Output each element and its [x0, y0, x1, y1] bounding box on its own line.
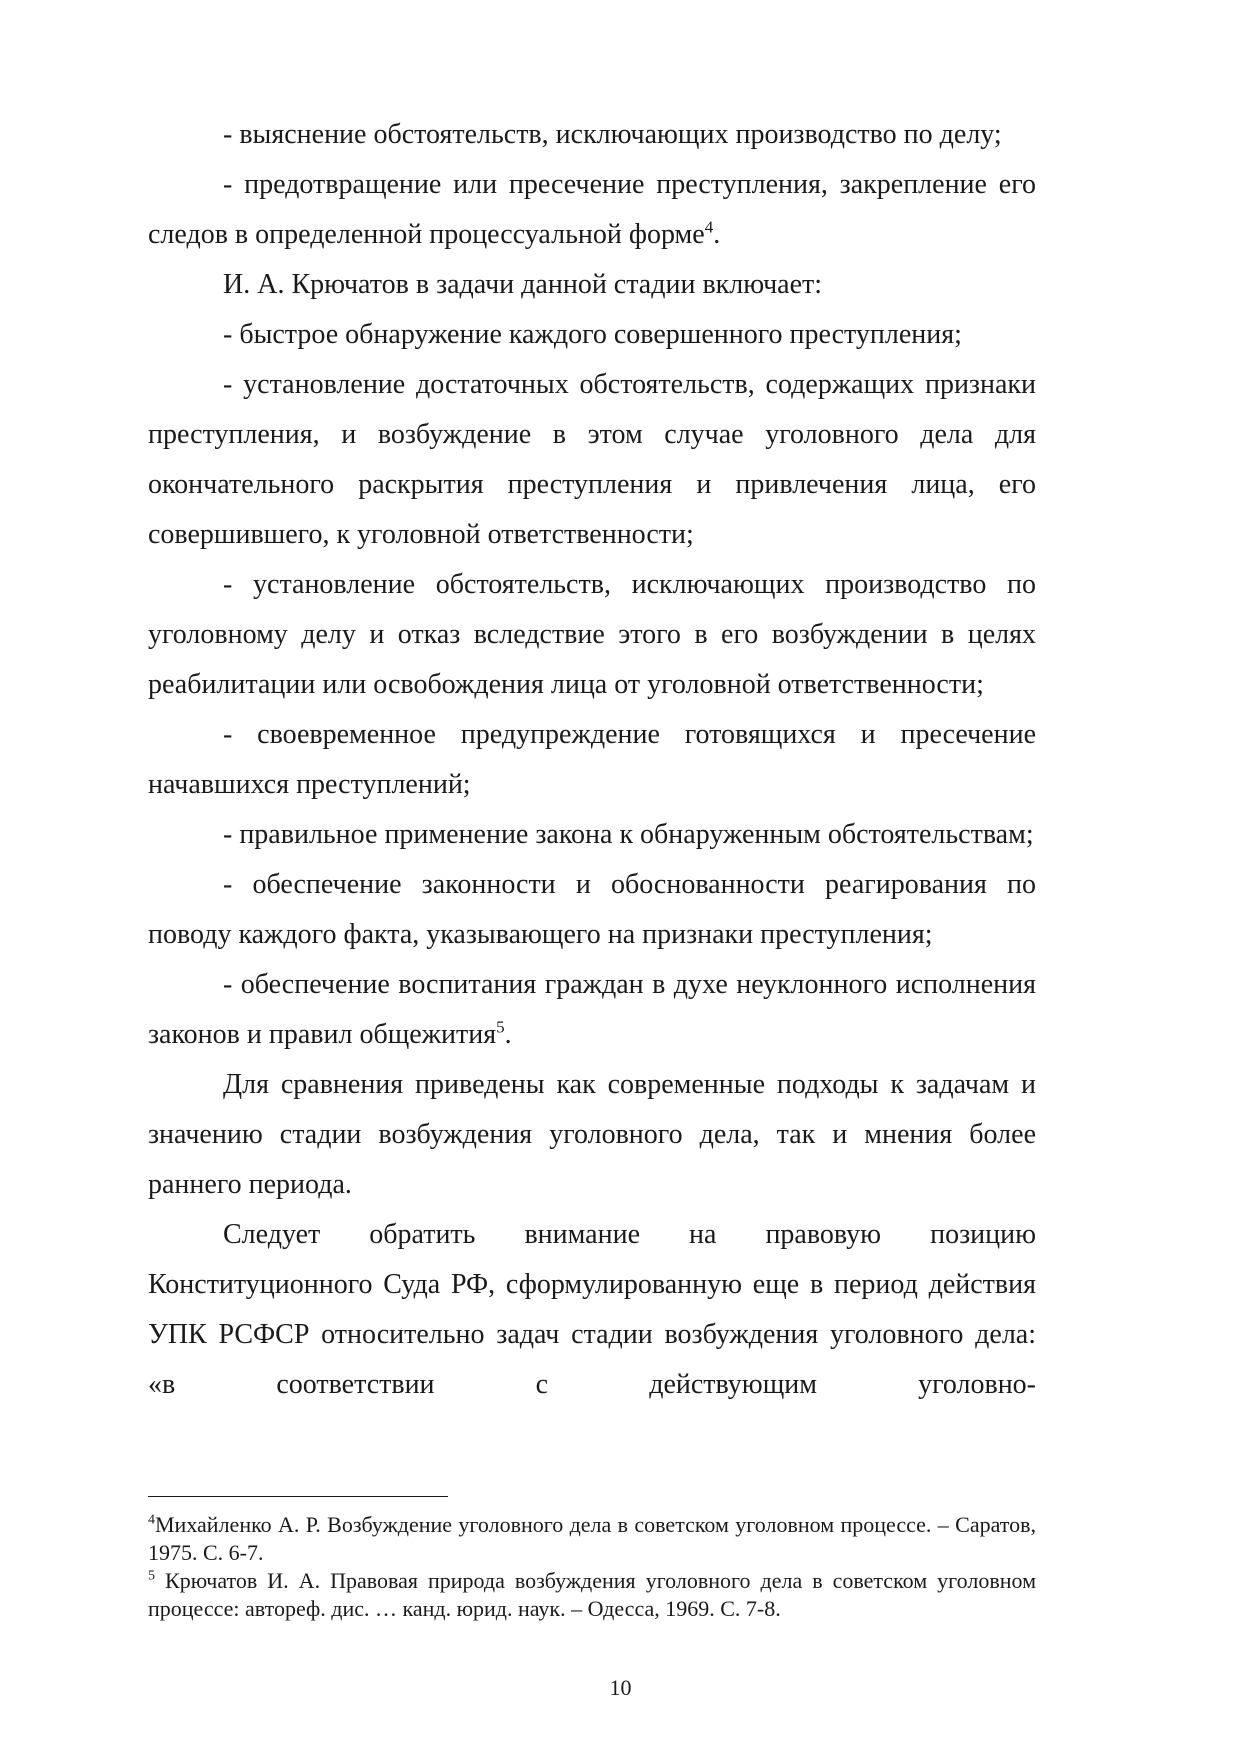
footnote-5	[148, 1567, 1036, 1623]
paragraph-timely-prevention	[148, 710, 1036, 810]
paragraph-correct-application	[148, 810, 1036, 860]
footnote-divider	[148, 1496, 448, 1497]
footnote-ref[interactable]: 4	[704, 217, 714, 237]
footnote-number: 4	[148, 1512, 155, 1528]
paragraph-text: - обеспечение законности и обоснованности реагирования по поводу каждого факта, указывающего на признаки преступления;	[148, 869, 1036, 950]
paragraph-text: - установление достаточных обстоятельств, содержащих признаки преступления, и возбуждение в этом случае уголовного дела для окончательного раскрытия преступления и привлечения лица, его совершившего, к уголовной ответственности;	[148, 369, 1036, 550]
footnotes-section	[148, 1496, 1036, 1623]
page-number: 10	[609, 1675, 632, 1700]
paragraph-comparison	[148, 1060, 1036, 1210]
paragraph-legality	[148, 860, 1036, 960]
paragraph-kryuchatov-intro	[148, 260, 1036, 310]
paragraph-tail: .	[504, 1019, 512, 1050]
paragraph-text: - быстрое обнаружение каждого совершенного преступления;	[223, 319, 962, 350]
paragraph-text: - правильное применение закона к обнаруженным обстоятельствам;	[223, 819, 1034, 850]
paragraph-grounds-exclusion	[148, 110, 1036, 160]
paragraph-tail: .	[713, 219, 721, 250]
paragraph-fast-detection	[148, 310, 1036, 360]
paragraph-text: - установление обстоятельств, исключающих производство по уголовному делу и отказ вследствие этого в его возбуждении в целях реабилитации или освобождения лица от уголовной ответственности;	[148, 569, 1036, 700]
footnote-text: Михайленко А. Р. Возбуждение уголовного дела в советском уголовном процессе. – Саратов, 1975. С. 6-7.	[148, 1512, 1036, 1565]
paragraph-text: - своевременное предупреждение готовящихся и пресечение начавшихся преступлений;	[148, 719, 1036, 800]
paragraph-text: - выяснение обстоятельств, исключающих производство по делу;	[223, 119, 1002, 150]
paragraph-text: - предотвращение или пресечение преступления, закрепление его следов в определенной процессуальной форме	[148, 169, 1036, 250]
paragraph-establishing-circumstances	[148, 360, 1036, 560]
paragraph-constitutional-court	[148, 1210, 1036, 1410]
paragraph-exclusion-refusal	[148, 560, 1036, 710]
footnote-number: 5	[148, 1568, 155, 1584]
footnote-ref[interactable]: 5	[496, 1017, 505, 1037]
paragraph-education	[148, 960, 1036, 1060]
paragraph-prevention	[148, 160, 1036, 260]
paragraph-text: Следует обратить внимание на правовую позицию Конституционного Суда РФ, сформулированную еще в период действия УПК РСФСР относительно задач стадии возбуждения уголовного дела: «в соответствии с действующим уголовно-	[148, 1219, 1036, 1400]
paragraph-text: - обеспечение воспитания граждан в духе неуклонного исполнения законов и правил общежития	[148, 969, 1036, 1050]
main-text	[148, 110, 1036, 1410]
paragraph-text: Для сравнения приведены как современные подходы к задачам и значению стадии возбуждения уголовного дела, так и мнения более раннего периода.	[148, 1069, 1036, 1200]
footnote-4	[148, 1511, 1036, 1567]
paragraph-text: И. А. Крючатов в задачи данной стадии включает:	[223, 269, 823, 300]
footnote-text: Крючатов И. А. Правовая природа возбуждения уголовного дела в советском уголовном процессе: автореф. дис. … канд. юрид. наук. – Одесса, 1969. С. 7-8.	[148, 1568, 1036, 1621]
